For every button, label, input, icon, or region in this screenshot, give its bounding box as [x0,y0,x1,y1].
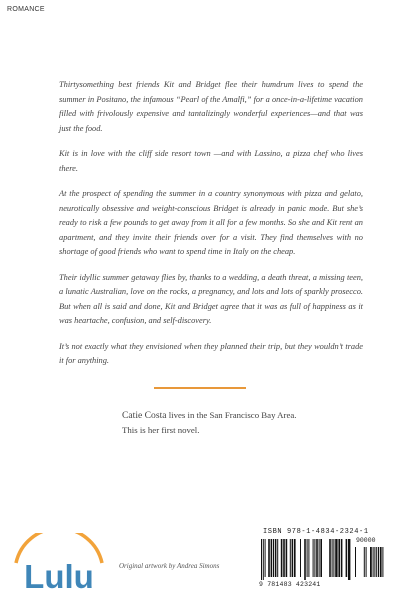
back-cover-blurb [59,78,363,380]
blurb-paragraph: It’s not exactly what they envisioned when they planned their trip, but they wouldn’t trade it for anything. [59,341,363,365]
barcode-bar [341,539,343,577]
lulu-logo [10,533,110,593]
addon-barcode-bar [355,547,356,577]
barcode-bar [283,539,285,577]
barcode-bar [273,539,274,577]
barcode-bar [313,539,314,577]
barcode-bar [263,539,264,580]
addon-barcode-bar [376,547,377,577]
lulu-wordmark: Lulu [24,558,94,593]
blurb-paragraph: At the prospect of spending the summer in a country synonymous with pizza and gelato, neurotically obsessive and weight-conscious Bridget is already in panic mode. But she’s ready to risk a few pounds to get away from it all for a few months. So she and Kit rent an apartment, and they invite their friends over for a visit. They find themselves with no shortage of good friends who want to spend time in Italy on the cheap. [59,189,363,256]
blurb-paragraph: Thirtysomething best friends Kit and Bridget flee their humdrum lives to spend the summer in Positano, the infamous “Pearl of the Amalfi,” for a once-in-a-lifetime vacation filled with frivolously expensive and tantalizingly wonderful experiences—and that was just the food. [59,80,363,133]
barcode-bar [319,539,320,577]
addon-barcode-bar [370,547,372,577]
addon-barcode-bar [382,547,383,577]
barcode-bar [290,539,291,577]
barcode-bar [320,539,322,577]
barcode-bars [259,539,387,581]
lulu-logo-mark [10,533,110,593]
addon-barcode-bar [364,547,365,577]
barcode-bar [338,539,340,577]
barcode-bar [307,539,308,577]
barcode-bar [268,539,270,577]
barcode-bar [304,539,306,580]
blurb-paragraph: Kit is in love with the cliff side resort town —and with Lassino, a pizza chef who lives there. [59,149,363,173]
barcode-bar [277,539,278,577]
barcode-bar [335,539,337,577]
barcode-bar [271,539,273,577]
barcode-bar [316,539,318,577]
barcode-bar [346,539,348,577]
barcode-bar [275,539,277,577]
barcode-bar [333,539,334,577]
barcode-bar [300,539,301,577]
barcode-bar [281,539,283,577]
author-bio [122,408,304,437]
barcode-bar [348,539,350,580]
artwork-credit: Original artwork by Andrea Simons [119,562,220,570]
barcode-addon-number: 90000 [356,537,376,544]
barcode-bar [265,539,266,577]
addon-barcode-bar [366,547,367,577]
addon-barcode-bar [380,547,382,577]
addon-barcode-bar [374,547,375,577]
isbn-text: ISBN 978-1-4834-2324-1 [263,528,369,536]
barcode-bar [294,539,296,577]
barcode-bar [332,539,333,577]
blurb-paragraph: Their idyllic summer getaway flies by, thanks to a wedding, a death threat, a missing teen, a lunatic Australian, love on the rocks, a pregnancy, and lots and lots of sparkly prosecco. But when all is said and done, Kit and Bridget agree that it was as full of happiness as it was heartache, confusion, and self-discovery. [59,272,363,325]
author-bio-text: lives in the San Francisco Bay Area. This is her first novel. [122,410,297,436]
ean-digits: 9 781483 423241 [259,581,321,588]
addon-barcode-bar [373,547,374,577]
barcode-bar [292,539,294,577]
barcode-bar [314,539,315,577]
genre-label: ROMANCE [7,6,45,13]
author-name: Catie Costa [122,410,167,421]
addon-barcode-bar [378,547,379,577]
barcode-bar [308,539,309,577]
barcode-bar [286,539,288,577]
barcode-bar [261,539,262,580]
barcode-bar [329,539,331,577]
divider-rule [154,387,246,389]
